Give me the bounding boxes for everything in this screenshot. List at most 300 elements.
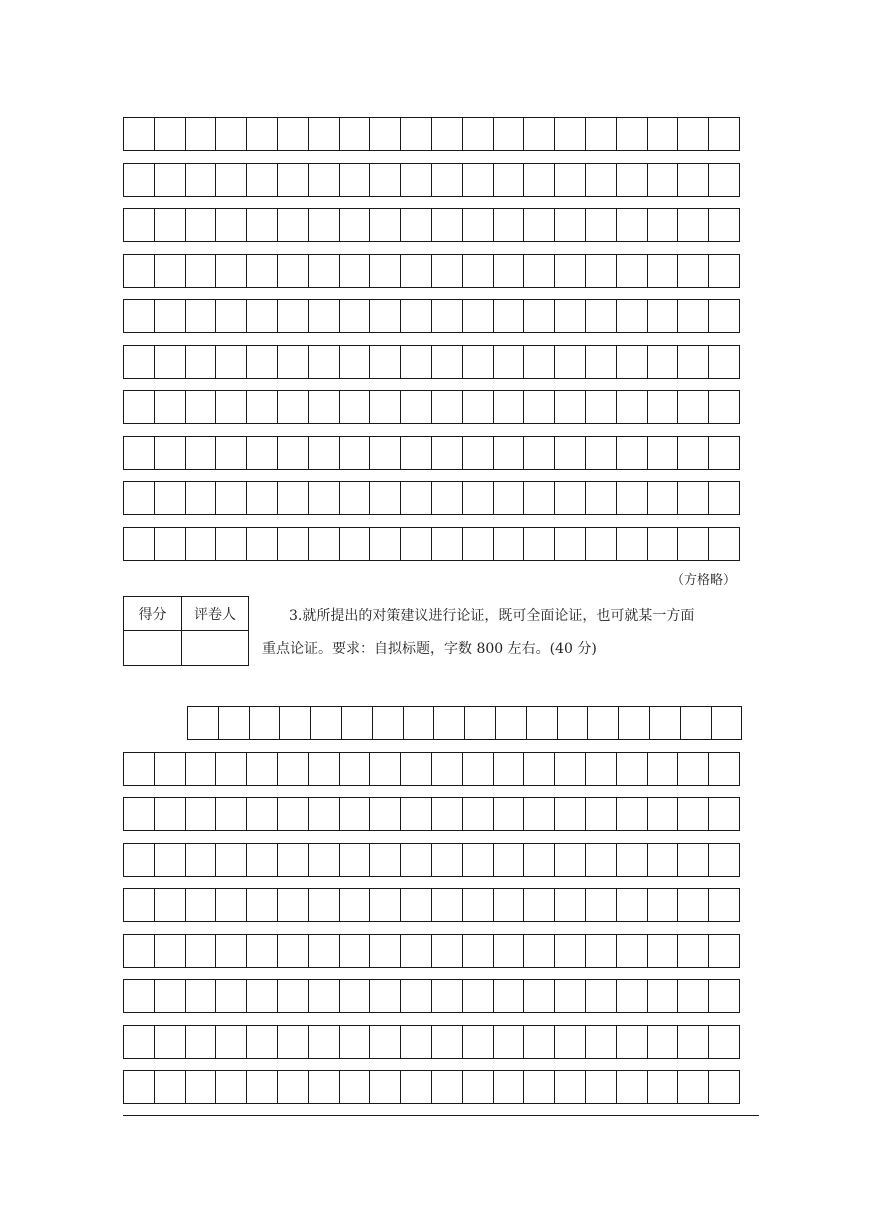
grid-cell[interactable] [585,390,617,424]
grid-cell[interactable] [215,345,247,379]
grid-cell[interactable] [431,527,463,561]
grid-cell[interactable] [647,1025,679,1059]
grid-cell[interactable] [279,706,311,740]
grid-cell[interactable] [523,797,555,831]
grid-cell[interactable] [585,752,617,786]
grid-cell[interactable] [462,797,494,831]
grid-cell[interactable] [154,254,186,288]
grid-cell[interactable] [154,934,186,968]
grid-cell[interactable] [369,752,401,786]
grid-cell[interactable] [400,527,432,561]
grid-cell[interactable] [493,1025,525,1059]
grid-cell[interactable] [154,345,186,379]
grid-cell[interactable] [647,888,679,922]
grid-cell[interactable] [185,436,217,470]
grid-cell[interactable] [616,390,648,424]
grid-cell[interactable] [154,1070,186,1104]
grid-cell[interactable] [246,208,278,242]
grid-cell[interactable] [493,752,525,786]
grid-cell[interactable] [154,527,186,561]
grid-cell[interactable] [123,345,155,379]
grid-cell[interactable] [708,163,740,197]
grid-cell[interactable] [339,481,371,515]
grid-cell[interactable] [708,979,740,1013]
grid-cell[interactable] [616,843,648,877]
grid-cell[interactable] [277,345,309,379]
grid-cell[interactable] [277,888,309,922]
grid-cell[interactable] [708,436,740,470]
grid-cell[interactable] [246,163,278,197]
grid-cell[interactable] [400,934,432,968]
grid-cell[interactable] [154,752,186,786]
grid-cell[interactable] [431,1025,463,1059]
grid-cell[interactable] [677,163,709,197]
grid-cell[interactable] [616,752,648,786]
grid-cell[interactable] [647,436,679,470]
grid-cell[interactable] [369,345,401,379]
grid-cell[interactable] [400,1070,432,1104]
grid-cell[interactable] [585,934,617,968]
grid-cell[interactable] [616,527,648,561]
grid-cell[interactable] [215,163,247,197]
grid-cell[interactable] [123,979,155,1013]
grid-cell[interactable] [123,752,155,786]
grid-cell[interactable] [708,208,740,242]
grid-cell[interactable] [185,843,217,877]
grid-cell[interactable] [708,527,740,561]
grid-cell[interactable] [400,299,432,333]
grid-cell[interactable] [154,163,186,197]
grid-cell[interactable] [493,888,525,922]
grid-cell[interactable] [400,843,432,877]
grid-cell[interactable] [277,436,309,470]
grid-cell[interactable] [616,1025,648,1059]
grid-cell[interactable] [339,843,371,877]
grid-cell[interactable] [523,299,555,333]
grid-cell[interactable] [123,390,155,424]
grid-cell[interactable] [647,117,679,151]
grid-cell[interactable] [647,1070,679,1104]
grid-cell[interactable] [277,752,309,786]
grid-cell[interactable] [403,706,435,740]
grid-cell[interactable] [554,979,586,1013]
grid-cell[interactable] [554,797,586,831]
grid-cell[interactable] [616,299,648,333]
grid-cell[interactable] [585,1070,617,1104]
grid-cell[interactable] [215,934,247,968]
grid-cell[interactable] [708,752,740,786]
grid-cell[interactable] [554,299,586,333]
grid-cell[interactable] [185,797,217,831]
grid-cell[interactable] [308,888,340,922]
grid-cell[interactable] [493,527,525,561]
grid-cell[interactable] [585,797,617,831]
grid-cell[interactable] [677,299,709,333]
grid-cell[interactable] [339,1025,371,1059]
grid-cell[interactable] [308,843,340,877]
grid-cell[interactable] [523,527,555,561]
grid-cell[interactable] [708,843,740,877]
grid-cell[interactable] [369,481,401,515]
grid-cell[interactable] [493,345,525,379]
grid-cell[interactable] [431,390,463,424]
grid-cell[interactable] [339,299,371,333]
grid-cell[interactable] [616,1070,648,1104]
grid-cell[interactable] [277,117,309,151]
grid-cell[interactable] [493,299,525,333]
grid-cell[interactable] [123,888,155,922]
grid-cell[interactable] [462,163,494,197]
grid-cell[interactable] [154,888,186,922]
grid-cell[interactable] [708,390,740,424]
grid-cell[interactable] [677,1070,709,1104]
grid-cell[interactable] [677,979,709,1013]
grid-cell[interactable] [277,254,309,288]
grid-cell[interactable] [708,299,740,333]
grid-cell[interactable] [215,752,247,786]
grid-cell[interactable] [154,117,186,151]
grid-cell[interactable] [215,117,247,151]
grid-cell[interactable] [308,797,340,831]
grid-cell[interactable] [554,752,586,786]
grid-cell[interactable] [554,390,586,424]
grid-cell[interactable] [462,843,494,877]
grid-cell[interactable] [400,797,432,831]
grid-cell[interactable] [215,527,247,561]
grid-cell[interactable] [308,1025,340,1059]
grid-cell[interactable] [215,299,247,333]
grid-cell[interactable] [462,254,494,288]
grid-cell[interactable] [185,934,217,968]
grid-cell[interactable] [215,254,247,288]
grid-cell[interactable] [185,163,217,197]
grid-cell[interactable] [677,345,709,379]
grid-cell[interactable] [339,254,371,288]
grid-cell[interactable] [246,1070,278,1104]
grid-cell[interactable] [246,299,278,333]
grid-cell[interactable] [616,888,648,922]
grid-cell[interactable] [493,208,525,242]
grid-cell[interactable] [339,934,371,968]
grid-cell[interactable] [462,1025,494,1059]
grid-cell[interactable] [616,345,648,379]
grid-cell[interactable] [523,390,555,424]
grid-cell[interactable] [493,436,525,470]
grid-cell[interactable] [123,843,155,877]
grid-cell[interactable] [431,117,463,151]
grid-cell[interactable] [462,299,494,333]
grid-cell[interactable] [277,390,309,424]
grid-cell[interactable] [523,254,555,288]
grader-cell[interactable] [182,631,249,666]
grid-cell[interactable] [585,481,617,515]
grid-cell[interactable] [185,345,217,379]
grid-cell[interactable] [493,797,525,831]
grid-cell[interactable] [400,481,432,515]
grid-cell[interactable] [462,208,494,242]
grid-cell[interactable] [185,299,217,333]
grid-cell[interactable] [339,436,371,470]
grid-cell[interactable] [246,1025,278,1059]
grid-cell[interactable] [369,390,401,424]
grid-cell[interactable] [185,888,217,922]
grid-cell[interactable] [308,1070,340,1104]
grid-cell[interactable] [557,706,589,740]
grid-cell[interactable] [246,345,278,379]
grid-cell[interactable] [554,481,586,515]
grid-cell[interactable] [616,117,648,151]
grid-cell[interactable] [339,163,371,197]
grid-cell[interactable] [616,979,648,1013]
grid-cell[interactable] [369,254,401,288]
grid-cell[interactable] [462,888,494,922]
grid-cell[interactable] [554,436,586,470]
grid-cell[interactable] [123,481,155,515]
grid-cell[interactable] [246,843,278,877]
grid-cell[interactable] [185,117,217,151]
grid-cell[interactable] [123,934,155,968]
grid-cell[interactable] [431,345,463,379]
grid-cell[interactable] [154,797,186,831]
grid-cell[interactable] [587,706,619,740]
grid-cell[interactable] [400,888,432,922]
grid-cell[interactable] [246,752,278,786]
grid-cell[interactable] [187,706,219,740]
grid-cell[interactable] [246,934,278,968]
grid-cell[interactable] [369,843,401,877]
grid-cell[interactable] [677,481,709,515]
grid-cell[interactable] [431,163,463,197]
grid-cell[interactable] [154,299,186,333]
grid-cell[interactable] [647,527,679,561]
grid-cell[interactable] [647,797,679,831]
grid-cell[interactable] [339,345,371,379]
grid-cell[interactable] [372,706,404,740]
grid-cell[interactable] [277,1070,309,1104]
grid-cell[interactable] [431,843,463,877]
grid-cell[interactable] [154,979,186,1013]
grid-cell[interactable] [585,1025,617,1059]
grid-cell[interactable] [647,843,679,877]
grid-cell[interactable] [493,390,525,424]
grid-cell[interactable] [647,208,679,242]
grid-cell[interactable] [462,345,494,379]
grid-cell[interactable] [308,117,340,151]
grid-cell[interactable] [711,706,743,740]
grid-cell[interactable] [185,1025,217,1059]
grid-cell[interactable] [462,436,494,470]
grid-cell[interactable] [708,1025,740,1059]
grid-cell[interactable] [493,117,525,151]
grid-cell[interactable] [185,1070,217,1104]
grid-cell[interactable] [526,706,558,740]
grid-cell[interactable] [431,888,463,922]
grid-cell[interactable] [523,163,555,197]
grid-cell[interactable] [123,436,155,470]
grid-cell[interactable] [308,979,340,1013]
grid-cell[interactable] [369,163,401,197]
grid-cell[interactable] [677,1025,709,1059]
grid-cell[interactable] [523,117,555,151]
grid-cell[interactable] [708,345,740,379]
grid-cell[interactable] [585,888,617,922]
grid-cell[interactable] [677,797,709,831]
grid-cell[interactable] [523,436,555,470]
grid-cell[interactable] [123,163,155,197]
grid-cell[interactable] [277,797,309,831]
grid-cell[interactable] [308,254,340,288]
grid-cell[interactable] [585,979,617,1013]
grid-cell[interactable] [523,345,555,379]
grid-cell[interactable] [215,208,247,242]
grid-cell[interactable] [215,843,247,877]
grid-cell[interactable] [339,527,371,561]
grid-cell[interactable] [123,254,155,288]
grid-cell[interactable] [369,299,401,333]
grid-cell[interactable] [616,254,648,288]
grid-cell[interactable] [185,979,217,1013]
grid-cell[interactable] [308,752,340,786]
grid-cell[interactable] [493,979,525,1013]
grid-cell[interactable] [308,208,340,242]
grid-cell[interactable] [339,208,371,242]
grid-cell[interactable] [554,843,586,877]
grid-cell[interactable] [677,254,709,288]
grid-cell[interactable] [647,979,679,1013]
grid-cell[interactable] [308,481,340,515]
grid-cell[interactable] [677,527,709,561]
grid-cell[interactable] [185,254,217,288]
grid-cell[interactable] [400,345,432,379]
grid-cell[interactable] [431,254,463,288]
grid-cell[interactable] [708,888,740,922]
grid-cell[interactable] [431,436,463,470]
grid-cell[interactable] [677,117,709,151]
grid-cell[interactable] [585,436,617,470]
grid-cell[interactable] [554,527,586,561]
grid-cell[interactable] [339,888,371,922]
grid-cell[interactable] [400,254,432,288]
grid-cell[interactable] [431,299,463,333]
grid-cell[interactable] [369,797,401,831]
grid-cell[interactable] [246,390,278,424]
grid-cell[interactable] [585,527,617,561]
grid-cell[interactable] [308,163,340,197]
grid-cell[interactable] [215,390,247,424]
grid-cell[interactable] [554,345,586,379]
grid-cell[interactable] [277,299,309,333]
grid-cell[interactable] [523,888,555,922]
grid-cell[interactable] [523,843,555,877]
grid-cell[interactable] [369,208,401,242]
grid-cell[interactable] [154,436,186,470]
grid-cell[interactable] [616,163,648,197]
grid-cell[interactable] [277,979,309,1013]
grid-cell[interactable] [677,208,709,242]
grid-cell[interactable] [339,979,371,1013]
grid-cell[interactable] [246,254,278,288]
grid-cell[interactable] [708,117,740,151]
grid-cell[interactable] [462,117,494,151]
grid-cell[interactable] [616,481,648,515]
grid-cell[interactable] [708,1070,740,1104]
grid-cell[interactable] [616,208,648,242]
grid-cell[interactable] [554,1070,586,1104]
grid-cell[interactable] [708,481,740,515]
grid-cell[interactable] [649,706,681,740]
grid-cell[interactable] [400,208,432,242]
grid-cell[interactable] [495,706,527,740]
grid-cell[interactable] [369,527,401,561]
grid-cell[interactable] [462,752,494,786]
grid-cell[interactable] [523,1070,555,1104]
grid-cell[interactable] [185,752,217,786]
grid-cell[interactable] [215,888,247,922]
grid-cell[interactable] [523,934,555,968]
grid-cell[interactable] [277,843,309,877]
grid-cell[interactable] [431,208,463,242]
grid-cell[interactable] [369,1070,401,1104]
grid-cell[interactable] [400,979,432,1013]
grid-cell[interactable] [215,979,247,1013]
grid-cell[interactable] [433,706,465,740]
grid-cell[interactable] [154,1025,186,1059]
grid-cell[interactable] [677,752,709,786]
grid-cell[interactable] [215,797,247,831]
grid-cell[interactable] [369,1025,401,1059]
grid-cell[interactable] [154,208,186,242]
grid-cell[interactable] [523,1025,555,1059]
grid-cell[interactable] [680,706,712,740]
grid-cell[interactable] [462,527,494,561]
grid-cell[interactable] [554,163,586,197]
grid-cell[interactable] [310,706,342,740]
grid-cell[interactable] [308,934,340,968]
grid-cell[interactable] [185,481,217,515]
grid-cell[interactable] [554,117,586,151]
grid-cell[interactable] [339,117,371,151]
grid-cell[interactable] [215,1025,247,1059]
grid-cell[interactable] [339,1070,371,1104]
grid-cell[interactable] [523,752,555,786]
score-cell[interactable] [124,631,182,666]
grid-cell[interactable] [400,436,432,470]
grid-cell[interactable] [308,345,340,379]
grid-cell[interactable] [185,390,217,424]
grid-cell[interactable] [123,208,155,242]
grid-cell[interactable] [123,797,155,831]
grid-cell[interactable] [246,797,278,831]
grid-cell[interactable] [462,1070,494,1104]
grid-cell[interactable] [431,979,463,1013]
grid-cell[interactable] [400,1025,432,1059]
grid-cell[interactable] [554,208,586,242]
grid-cell[interactable] [616,934,648,968]
grid-cell[interactable] [308,299,340,333]
grid-cell[interactable] [123,527,155,561]
grid-cell[interactable] [462,390,494,424]
grid-cell[interactable] [647,163,679,197]
grid-cell[interactable] [154,843,186,877]
grid-cell[interactable] [123,1070,155,1104]
grid-cell[interactable] [154,390,186,424]
grid-cell[interactable] [246,888,278,922]
grid-cell[interactable] [277,1025,309,1059]
grid-cell[interactable] [277,481,309,515]
grid-cell[interactable] [308,390,340,424]
grid-cell[interactable] [400,163,432,197]
grid-cell[interactable] [369,979,401,1013]
